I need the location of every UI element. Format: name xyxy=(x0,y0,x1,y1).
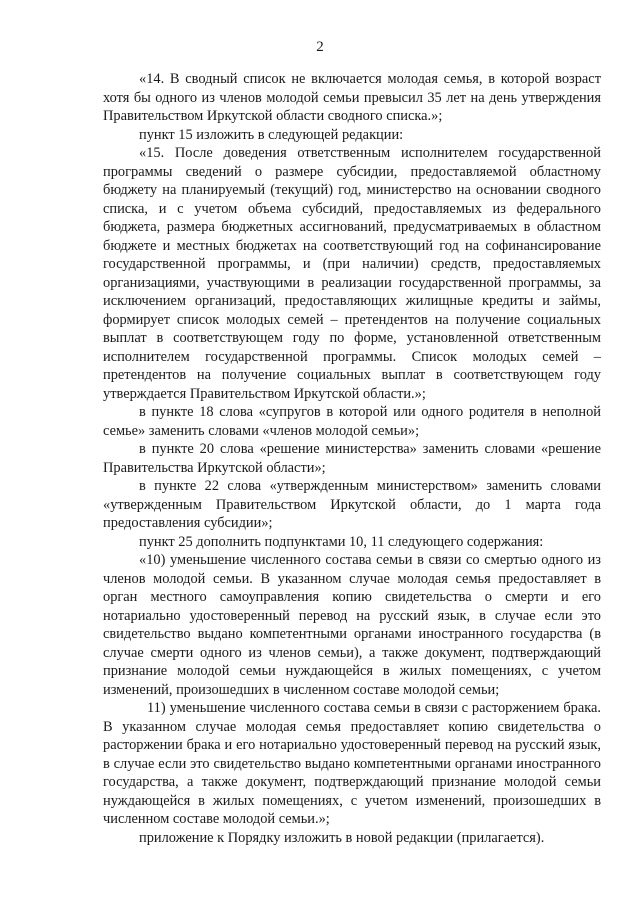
paragraph-instruction-20: в пункте 20 слова «решение министерства» заменить словами «решение Правительства Иркутской области»; xyxy=(103,441,601,476)
paragraph-instruction-15: пункт 15 изложить в следующей редакции: xyxy=(139,126,404,143)
paragraph-subitem-10: «10) уменьшение численного состава семьи в связи со смертью одного из членов молодой семьи. В указанном случае молодая семья предоставляет в орган местного самоуправления копию свидетельства о смерти и его нотариально удостоверенный перевод на русский язык, в случае если это свидетельство выдано компетентными органами иностранного государства (в случае смерти одного из членов семьи), а также документ, подтверждающий признание молодой семьи нуждающейся в жилых помещениях, с учетом изменений, произошедших в численном составе молодой семьи; xyxy=(103,552,601,698)
paragraph-instruction-25: пункт 25 дополнить подпунктами 10, 11 следующего содержания: xyxy=(139,533,544,550)
paragraph-instruction-18: в пункте 18 слова «супругов в которой или одного родителя в неполной семье» заменить словами «членов молодой семьи»; xyxy=(103,404,601,439)
page-number: 2 xyxy=(316,39,324,55)
paragraph-item-15: «15. После доведения ответственным исполнителем государственной программы сведений о размере субсидии, предоставляемой областному бюджету на планируемый (текущий) год, министерство на основании сводного списка, и с учетом объема субсидий, предоставляемых из федерального бюджета, размера бюджетных ассигнований, предусматриваемых в областном бюджете и местных бюджетах на соответствующий год на софинансирование государственной программы, и (при наличии) средств, предоставляемых организациями, участвующими в реализации государственной программы, за исключением организаций, предоставляющих жилищные кредиты и займы, формирует список молодых семей – претендентов на получение социальных выплат в соответствующем году по форме, установленной ответственным исполнителем государственной программы. Список молодых семей – претендентов на получение социальных выплат в соответствующем году утверждается Правительством Иркутской области.»; xyxy=(103,145,601,402)
paragraph-appendix: приложение к Порядку изложить в новой редакции (прилагается). xyxy=(139,829,545,846)
paragraph-item-14: «14. В сводный список не включается молодая семья, в которой возраст хотя бы одного из членов молодой семьи превысил 35 лет на день утверждения Правительством Иркутской области сводного списка.»; xyxy=(103,71,601,124)
paragraph-subitem-11: 11) уменьшение численного состава семьи в связи с расторжением брака. В указанном случае молодая семья предоставляет копию свидетельства о расторжении брака и его нотариально удостоверенный перевод на русский язык, в случае если это свидетельство выдано компетентными органами иностранного государства, а также документ, подтверждающий признание молодой семьи нуждающейся в жилых помещениях, с учетом изменений, произошедших в численном составе молодой семьи.»; xyxy=(103,700,601,827)
document-body xyxy=(103,70,601,847)
paragraph-instruction-22: в пункте 22 слова «утвержденным министерством» заменить словами «утвержденным Правительством Иркутской области, до 1 марта года предоставления субсидии»; xyxy=(103,478,601,531)
